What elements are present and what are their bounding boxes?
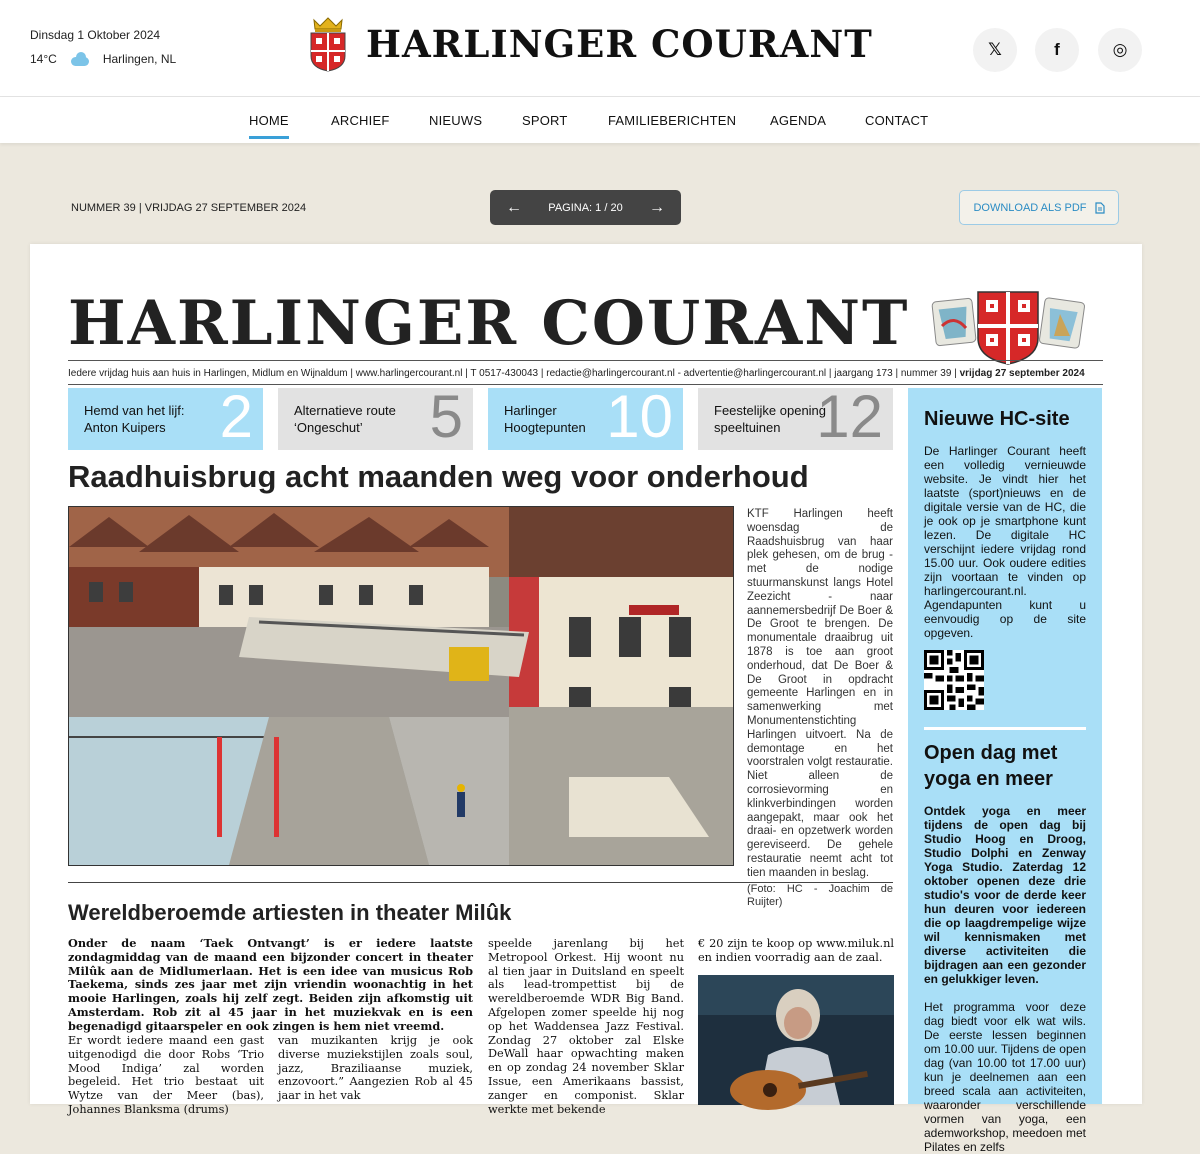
second-article-column: van muzikanten krijg je ook diverse muziekstijlen zoals soul, jazz, Braziliaanse muziek, enzovoort.” Aangezien Rob al 45 jaar in het vak	[278, 1034, 473, 1103]
second-article-column: speelde jarenlang bij het Metropool Orkest. Hij woont nu al tien jaar in Duitsland en speelt als lead-trompettist bij de wereldberoemde WDR Big Band. Afgelopen zomer speelde hij nog op het Waddensea Jazz Festival. Zondag 27 oktober zal Elske DeWall haar opwachting maken en op zondag 24 november Sklar Issue, een Amerikaans bassist, zanger en componist. Sklar werkte met bekende	[488, 937, 684, 1116]
photo-credit: (Foto: HC - Joachim de Ruijter)	[747, 882, 893, 909]
weather-widget	[30, 52, 176, 66]
teaser-text: Feestelijke opening speeltuinen	[714, 403, 827, 435]
section-divider	[68, 882, 893, 883]
second-article-headline[interactable]: Wereldberoemde artiesten in theater Milûk	[68, 900, 512, 925]
sidebar-column	[908, 388, 1102, 1154]
page-indicator: PAGINA: 1 / 20	[548, 201, 623, 214]
teaser-box[interactable]	[698, 383, 893, 450]
masthead-infoline	[68, 368, 1103, 379]
issue-info: NUMMER 39 | VRIJDAG 27 SEPTEMBER 2024	[71, 202, 307, 214]
infoline-date: vrijdag 27 september 2024	[959, 368, 1085, 379]
article-body	[747, 508, 893, 910]
qr-code-icon	[924, 650, 984, 710]
teaser-text: Harlinger Hoogtepunten	[504, 403, 586, 435]
download-pdf-label: DOWNLOAD ALS PDF	[973, 201, 1087, 214]
site-header	[0, 0, 1200, 97]
teaser-text: Alternatieve route ‘Ongeschut’	[294, 403, 396, 435]
paper-masthead: HARLINGER COURANT	[68, 288, 910, 359]
location: Harlingen, NL	[102, 52, 177, 66]
cloud-sun-icon	[69, 52, 91, 66]
nav-item-archief[interactable]: ARCHIEF	[331, 113, 390, 128]
nav-item-nieuws[interactable]: NIEUWS	[429, 113, 483, 128]
nav-item-agenda[interactable]: AGENDA	[770, 113, 827, 128]
sidebar-heading: Nieuwe HC-site	[924, 408, 1070, 430]
current-date: Dinsdag 1 Oktober 2024	[30, 28, 161, 42]
teaser-box[interactable]	[68, 383, 263, 450]
teaser-box[interactable]	[488, 383, 683, 450]
pdf-file-icon	[1095, 202, 1105, 214]
masthead-rule	[68, 360, 1103, 361]
sidebar-text: De Harlinger Courant heeft een volledig vernieuwde website. Je vindt hier het laatste (sport)nieuws en de digitale versie van de HC, die je ook op je smartphone kunt lezen. De digitale HC verschijnt iedere vrijdag rond 15.00 uur. Ook oudere edities zijn voortaan te vinden op harlingercourant.nl. Agendapunten kunt u eenvoudig op de site opgeven.	[924, 444, 1086, 640]
teaser-page-number: 12	[816, 383, 883, 450]
teaser-page-number: 5	[429, 383, 463, 450]
sidebar-text: Het programma voor deze dag biedt voor elk wat wils. De eerste lessen beginnen om 10.00 uur. Tijdens de open dag (van 10.00 tot 17.00 uur) kun je deelnemen aan een breed scala aan activiteiten, waaronder verschillende vormen van yoga, een ademworkshop, meedoen met Pilates en zelfs	[924, 1000, 1086, 1154]
x-icon[interactable]: 𝕏	[973, 28, 1017, 72]
sidebar-divider	[924, 727, 1086, 730]
masthead-crest-icon	[932, 288, 1092, 364]
second-article-intro: Onder de naam ‘Taek Ontvangt’ is er iedere laatste zondagmiddag van de maand een bijzonder concert in theater Milûk aan de Midlumerlaan. Het is een idee van musicus Rob Taekema, sinds zes jaar met zijn vriendin woonachtig in het mooie Harlingen, zoals hij zelf zegt. Beiden zijn afkomstig uit Amsterdam. Rob zit al 45 jaar in het muziekvak en is een begenadigd gitaarspeler en ook zingen is hem niet vreemd.	[68, 936, 473, 1033]
article-headline[interactable]: Raadhuisbrug acht maanden weg voor onderhoud	[68, 459, 809, 494]
sidebar-heading: Open dag met yoga en meer	[924, 742, 1058, 790]
nav-item-familieberichten[interactable]: FAMILIEBERICHTEN	[608, 113, 737, 128]
instagram-icon[interactable]: ◎	[1098, 28, 1142, 72]
download-pdf-button[interactable]	[959, 190, 1119, 225]
coat-of-arms-icon	[308, 16, 348, 72]
bridge-photo[interactable]	[68, 506, 734, 866]
second-article-column: Er wordt iedere maand een gast uitgenodigd die door Robs ‘Trio Mood Indiga’ zal worden begeleid. Het trio bestaat uit Wytze van der Meer (bas), Johannes Blanksma (drums)	[68, 1034, 264, 1116]
article-text: KTF Harlingen heeft woensdag de Raadshuisbrug van haar plek gehesen, om de brug - met de nodige stuurmanskunst langs Hotel Zeezicht - naar aannemersbedrijf De Boer & De Groot te brengen. De monumentale draaibrug uit 1878 is toe aan groot onderhoud, dat De Boer & De Groot in opdracht gemeente Harlingen en in samenwerking met Monumentenstichting Harlingen uitvoert. Na de demontage en het voorstralen volgt restauratie. Niet alleen de corrosievorming en klinkverbindingen worden aangepakt, maar ook het draai- en opzetwerk worden gereviseerd. De gehele restauratie neemt acht tot tien maanden in beslag.	[747, 508, 893, 879]
nav-item-sport[interactable]: SPORT	[522, 113, 568, 128]
second-article-column: € 20 zijn te koop op www.miluk.nl en indien voorradig aan de zaal.	[698, 937, 894, 964]
infoline-text: Iedere vrijdag huis aan huis in Harlingen, Midlum en Wijnaldum | www.harlingercourant.nl | T 0517-430043 | redactie@harlingercourant.nl - advertentie@harlingercourant.nl | jaargang 173 | nummer 39 |	[68, 368, 960, 379]
main-nav	[0, 97, 1200, 143]
sidebar-intro: Ontdek yoga en meer tijdens de open dag bij Studio Hoog en Droog, Studio Dolphi en Zenway Yoga Studio. Zaterdag 12 oktober openen deze drie studio's voor de derde keer hun deuren voor iedereen die op laagdrempelige wijze wil kennismaken met diverse activiteiten die bijdragen aan een gezonder en gelukkiger leven.	[924, 804, 1086, 986]
teaser-box[interactable]	[278, 383, 473, 450]
temperature: 14°C	[30, 52, 57, 66]
site-logo[interactable]	[308, 14, 873, 74]
teaser-page-number: 10	[606, 383, 673, 450]
next-page-button[interactable]: →	[648, 198, 665, 216]
nav-item-home[interactable]: HOME	[249, 113, 289, 128]
musician-photo[interactable]	[698, 975, 894, 1105]
prev-page-button[interactable]: ←	[506, 198, 522, 216]
facebook-icon[interactable]: f	[1035, 28, 1079, 72]
page-navigator	[490, 190, 681, 225]
nav-item-contact[interactable]: CONTACT	[865, 113, 929, 128]
newspaper-page	[30, 244, 1142, 1154]
teaser-text: Hemd van het lijf: Anton Kuipers	[84, 403, 185, 435]
teaser-page-number: 2	[219, 383, 253, 450]
site-title: HARLINGER COURANT	[366, 22, 873, 66]
